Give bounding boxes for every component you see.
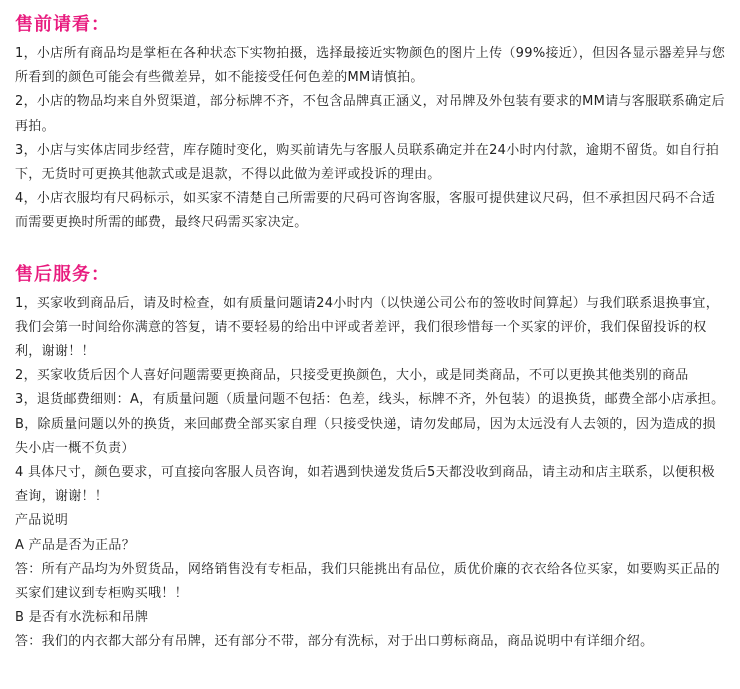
faq-question-b: B 是否有水洗标和吊牌 [15, 610, 149, 626]
presale-list [15, 42, 728, 236]
aftersale-list [15, 292, 728, 655]
presale-item-3: 3，小店与实体店同步经营，库存随时变化，购买前请先与客服人员联系确定并在24小时内付款，逾期不留货。如自行拍下，无货时可更换其他款式或是退款，不得以此做为差评或投诉的理由。 [15, 142, 720, 183]
aftersale-item-2: 2，买家收货后因个人喜好问题需要更换商品，只接受更换颜色，大小，或是同类商品，不可以更换其他类别的商品 [15, 368, 689, 384]
aftersale-item-1: 1，买家收到商品后，请及时检查，如有质量问题请24小时内（以快递公司公布的签收时间算起）与我们联系退换事宜，我们会第一时间给你满意的答复，请不要轻易的给出中评或者差评，我们很珍惜每一个买家的评价，我们保留投诉的权利，谢谢！！ [15, 295, 720, 360]
faq-answer-b: 答：我们的内衣都大部分有吊牌，还有部分不带，部分有洗标，对于出口剪标商品，商品说明中有详细介绍。 [15, 634, 654, 650]
aftersale-item-3: 3，退货邮费细则：A，有质量问题（质量问题不包括：色差，线头，标牌不齐，外包装）的退换货，邮费全部小店承担。B，除质量问题以外的换货，来回邮费全部买家自理（只接受快递，请勿发邮局，因为太远没有人去领的，因为造成的损失小店一概不负责） [15, 392, 725, 456]
faq-answer-a: 答：所有产品均为外贸货品，网络销售没有专柜品，我们只能挑出有品位，质优价廉的衣衣给各位买家，如要购买正品的买家们建议到专柜购买哦！！ [15, 561, 720, 602]
aftersale-title: 售后服务： [15, 263, 110, 285]
presale-item-2: 2，小店的物品均来自外贸渠道，部分标牌不齐，不包含品牌真正涵义，对吊牌及外包装有要求的MM请与客服联系确定后再拍。 [15, 94, 725, 134]
presale-item-4: 4，小店衣服均有尺码标示，如买家不清楚自己所需要的尺码可咨询客服，客服可提供建议尺码，但不承担因尺码不合适而需要更换时所需的邮费，最终尺码需买家决定。 [15, 191, 716, 231]
faq-question-a: A 产品是否为正品？ [15, 537, 136, 553]
product-info-heading: 产品说明 [15, 513, 69, 529]
aftersale-item-4: 4 具体尺寸，颜色要求，可直接向客服人员咨询，如若遇到快递发货后5天都没收到商品，请主动和店主联系，以便积极查询，谢谢！！ [15, 465, 715, 505]
presale-title: 售前请看： [15, 14, 110, 35]
presale-item-1: 1，小店所有商品均是掌柜在各种状态下实物拍摄，选择最接近实物颜色的图片上传（99%接近），但因各显示器差异与您所看到的颜色可能会有些微差异，如不能接受任何色差的MM请慎拍。 [15, 46, 726, 86]
